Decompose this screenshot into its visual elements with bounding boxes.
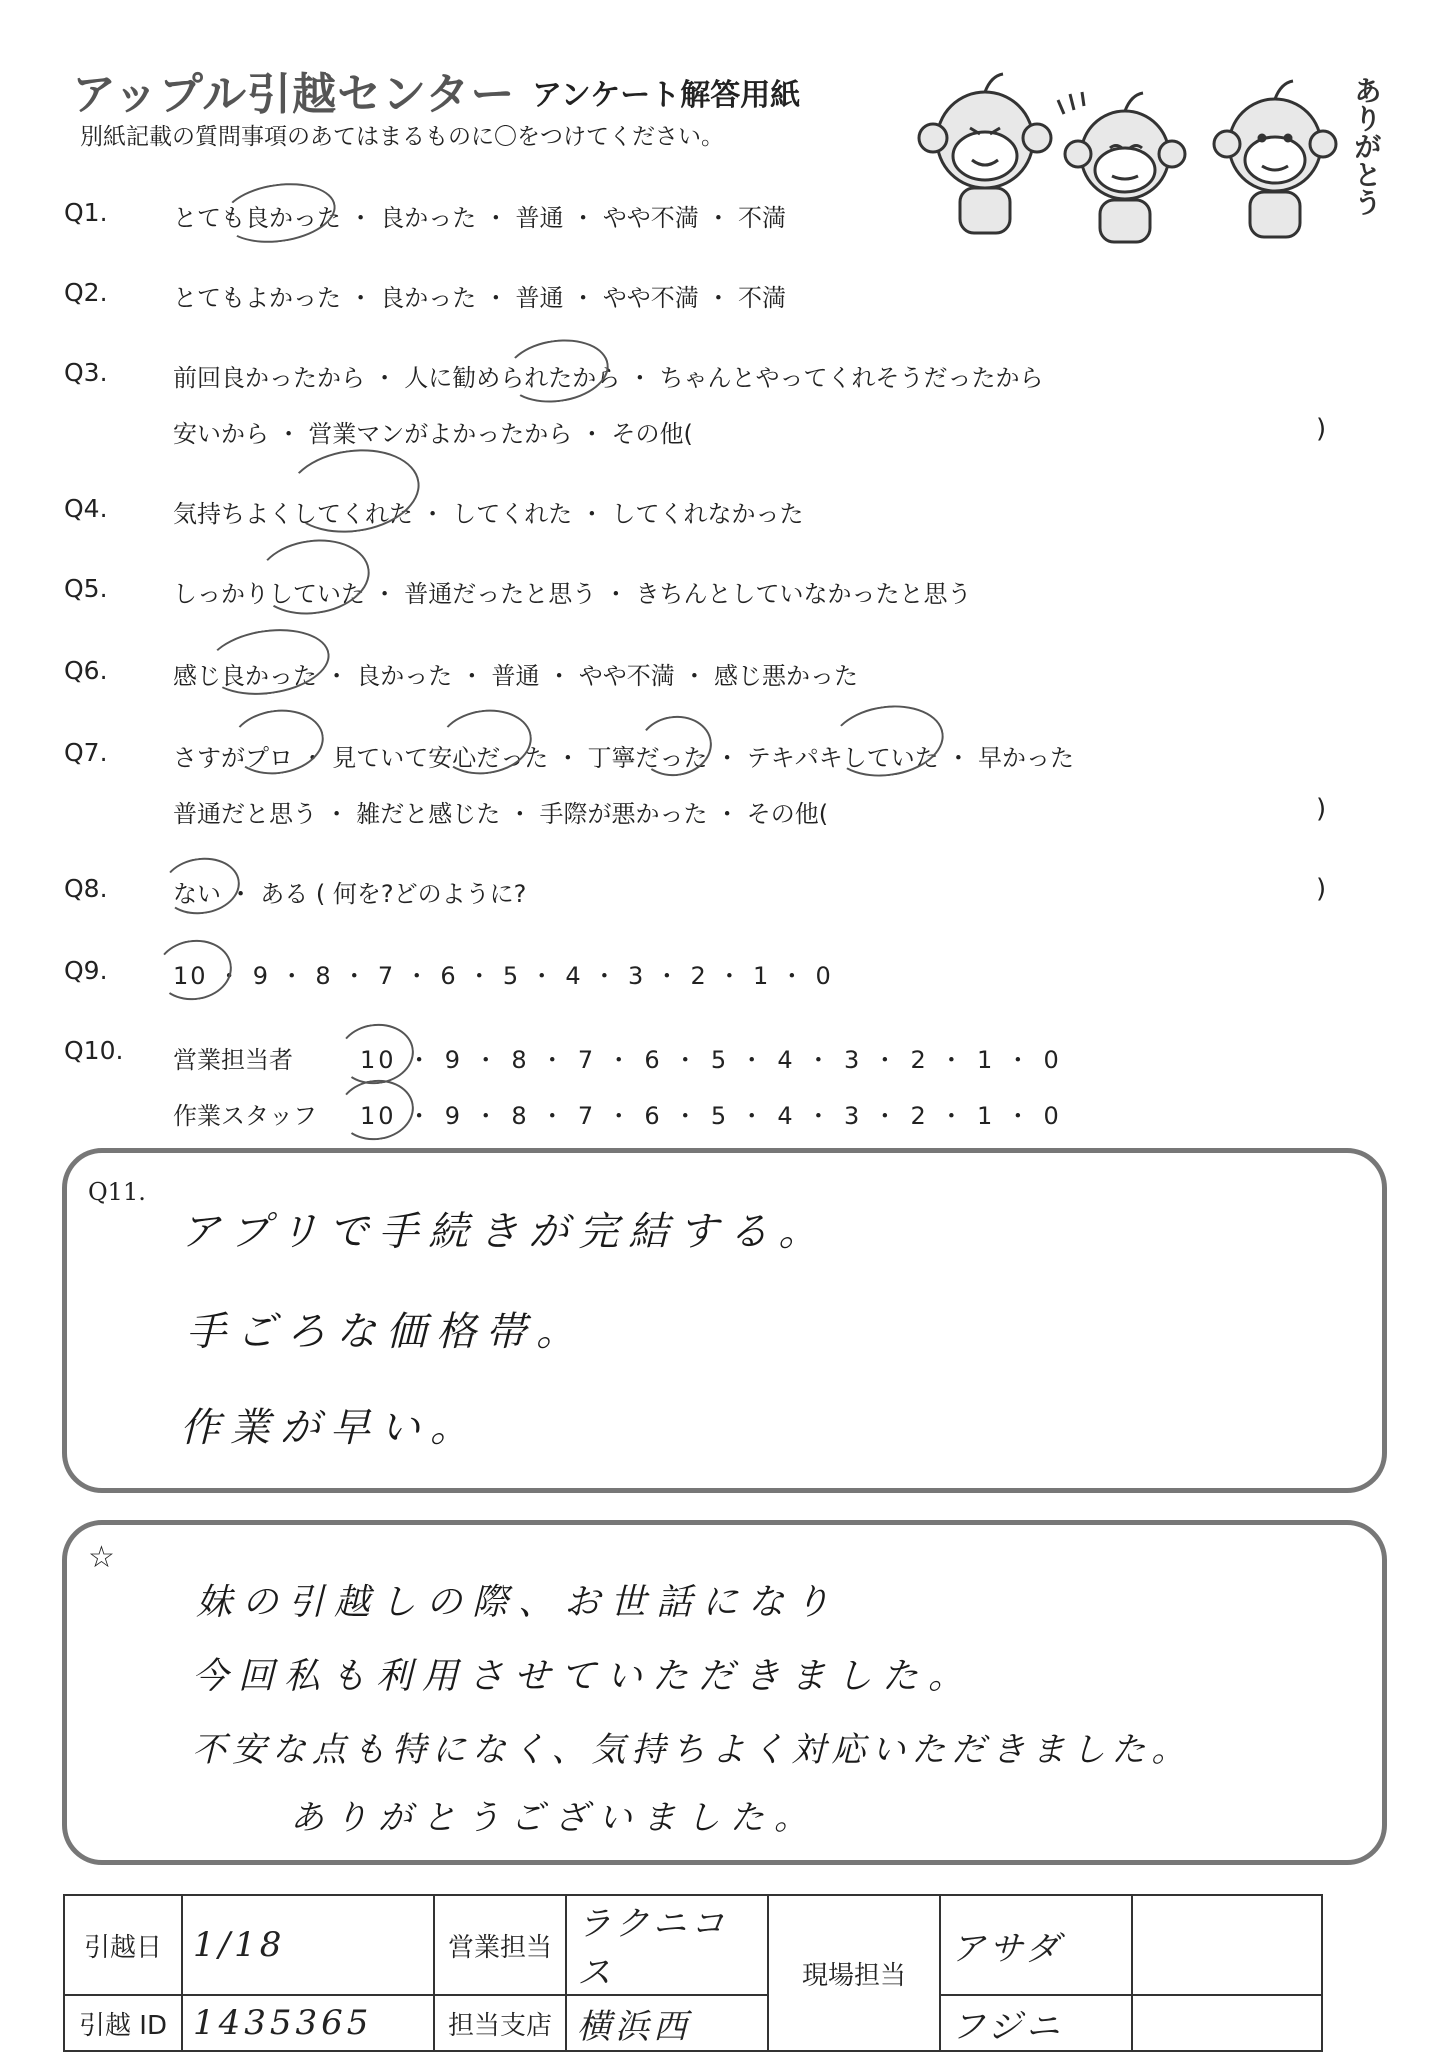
q10-staff-label: 作業スタッフ <box>173 1102 317 1130</box>
q8-options: ない ・ ある ( 何を?どのように? <box>173 880 527 908</box>
move-id-value: 1435365 <box>182 1995 434 2051</box>
monkey-left-icon <box>919 74 1051 233</box>
move-id-label: 引越 ID <box>64 1995 182 2051</box>
move-date-value: 1/18 <box>182 1895 434 1995</box>
mascot-caption: ありがとう <box>1350 76 1383 216</box>
q7-options-line1: さすがプロ ・ 見ていて安心だった ・ 丁寧だった ・ テキパキしていた ・ 早かった <box>173 744 1075 772</box>
q10-sales-scale: 10 ・ 9 ・ 8 ・ 7 ・ 6 ・ 5 ・ 4 ・ 3 ・ 2 ・ 1 ・ 0 <box>360 1046 1062 1074</box>
q4-options: 気持ちよくしてくれた ・ してくれた ・ してくれなかった <box>173 500 804 528</box>
q3-options-line1: 前回良かったから ・ 人に勧められたから ・ ちゃんとやってくれそうだったから <box>173 364 1044 392</box>
q7-number: Q7. <box>64 738 108 767</box>
q10-sales-answer-circle <box>334 1019 418 1089</box>
q5-number: Q5. <box>64 574 108 603</box>
site-staff-label: 現場担当 <box>768 1895 940 2051</box>
q7-close-paren: ) <box>1316 794 1327 824</box>
q4-number: Q4. <box>64 494 108 523</box>
q10-number: Q10. <box>64 1036 124 1065</box>
site-staff-2: フジニ <box>940 1995 1132 2051</box>
q10-sales-label: 営業担当者 <box>173 1046 293 1074</box>
monkey-mascots-illustration <box>900 60 1370 250</box>
q8-close-paren: ) <box>1316 874 1327 904</box>
q6-number: Q6. <box>64 656 108 685</box>
form-title: アップル引越センター <box>72 69 516 120</box>
q3-options-line2: 安いから ・ 営業マンがよかったから ・ その他( <box>173 420 693 448</box>
comment-line-2: 今回私も利用させていただきました。 <box>192 1656 975 1697</box>
monkey-right-icon <box>1214 81 1336 237</box>
move-info-table <box>63 1894 1323 2052</box>
q3-number: Q3. <box>64 358 108 387</box>
q9-answer-circle <box>152 935 236 1005</box>
monkey-middle-icon <box>1058 92 1185 242</box>
q7-options-line2: 普通だと思う ・ 雑だと感じた ・ 手際が悪かった ・ その他( <box>173 800 829 828</box>
site-staff-extra-2 <box>1132 1995 1322 2051</box>
q11-label: Q11. <box>88 1178 146 1206</box>
branch-value: 横浜西 <box>566 1995 768 2051</box>
q5-options: しっかりしていた ・ 普通だったと思う ・ きちんとしていなかったと思う <box>173 580 972 608</box>
q3-close-paren: ) <box>1316 414 1327 444</box>
q1-answer-circle <box>219 176 340 249</box>
q9-scale: 10 ・ 9 ・ 8 ・ 7 ・ 6 ・ 5 ・ 4 ・ 3 ・ 2 ・ 1 ・ 0 <box>173 962 833 990</box>
star-icon: ☆ <box>88 1540 115 1575</box>
q8-number: Q8. <box>64 874 108 903</box>
q10-staff-answer-circle <box>334 1075 418 1145</box>
q3-answer-circle <box>501 333 613 409</box>
sales-rep-value: ラクニコス <box>566 1895 768 1995</box>
form-instruction: 別紙記載の質問事項のあてはまるものに〇をつけてください。 <box>80 124 724 150</box>
q1-number: Q1. <box>64 198 108 227</box>
branch-label: 担当支店 <box>434 1995 566 2051</box>
q2-number: Q2. <box>64 278 108 307</box>
q11-line-3: 作業が早い。 <box>180 1405 480 1451</box>
move-date-label: 引越日 <box>64 1895 182 1995</box>
q11-line-2: 手ごろな価格帯。 <box>186 1309 586 1355</box>
form-subtitle: アンケート解答用紙 <box>532 78 801 113</box>
q2-options: とてもよかった ・ 良かった ・ 普通 ・ やや不満 ・ 不満 <box>173 284 787 312</box>
q10-staff-scale: 10 ・ 9 ・ 8 ・ 7 ・ 6 ・ 5 ・ 4 ・ 3 ・ 2 ・ 1 ・ 0 <box>360 1102 1062 1130</box>
q1-options: とても良かった ・ 良かった ・ 普通 ・ やや不満 ・ 不満 <box>173 204 787 232</box>
sales-rep-label: 営業担当 <box>434 1895 566 1995</box>
comment-line-3: 不安な点も特になく、気持ちよく対応いただきました。 <box>192 1730 1192 1770</box>
q6-options: 感じ良かった ・ 良かった ・ 普通 ・ やや不満 ・ 感じ悪かった <box>173 662 859 690</box>
q11-line-1: アプリで手続きが完結する。 <box>180 1209 829 1255</box>
comment-line-1: 妹の引越しの際、お世話になり <box>196 1582 841 1623</box>
site-staff-extra-1 <box>1132 1895 1322 1995</box>
comment-line-4: ありがとうございました。 <box>290 1798 818 1838</box>
site-staff-1: アサダ <box>940 1895 1132 1995</box>
q9-number: Q9. <box>64 956 108 985</box>
q8-answer-circle <box>158 853 243 919</box>
